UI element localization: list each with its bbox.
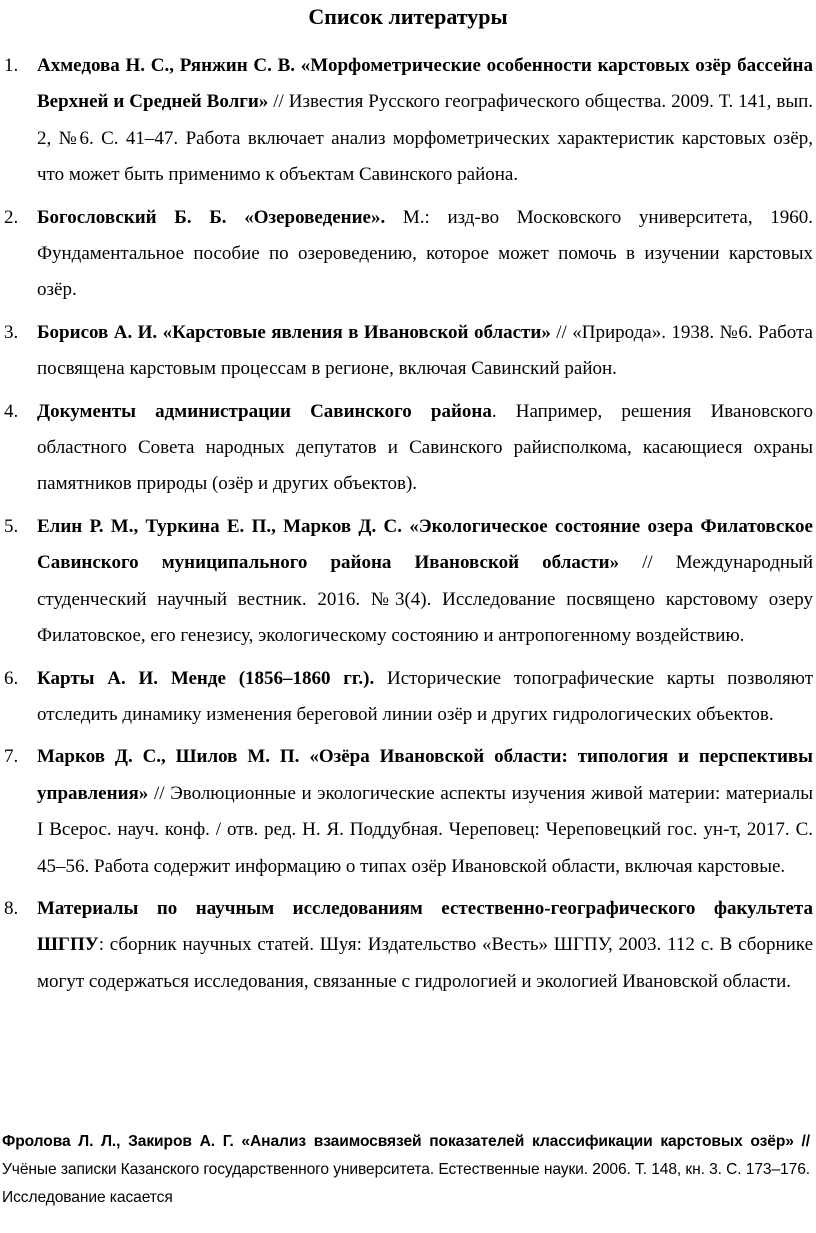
reference-description: // Эволюционные и экологические аспекты изучения живой материи: материалы I Всерос. науч. конф. / отв. ред. Н. Я. Поддубная. Череповец: Череповецкий гос. ун-т, 2017. С. 45–56. Работа содержит информацию о типах озёр Ивановской области, включая карстовые.	[37, 782, 813, 877]
reference-number: 4.	[4, 400, 19, 422]
reference-number: 1.	[4, 55, 19, 76]
trailing-citation-bold: Фролова Л. Л., Закиров А. Г. «Анализ взаимосвязей показателей классификации карстовых озёр» //	[2, 1133, 810, 1150]
reference-citation-bold: Богословский Б. Б. «Озероведение».	[37, 206, 386, 228]
reference-item-2	[4, 200, 814, 309]
reference-citation-bold: Материалы по научным исследованиям естественно-географического факультета ШГПУ	[37, 897, 813, 956]
reference-number: 3.	[4, 321, 19, 343]
reference-item-8	[4, 891, 813, 1000]
reference-citation-bold: Марков Д. С., Шилов М. П. «Озёра Ивановской области: типология и перспективы управления»	[37, 746, 813, 804]
reference-item-4	[4, 394, 813, 503]
reference-description: : сборник научных статей. Шуя: Издательство «Весть» ШГПУ, 2003. 112 с. В сборнике могут содержаться исследования, связанные с гидрологией и экологией Ивановской области.	[37, 934, 813, 992]
reference-description: Исторические топографические карты позволяют отследить динамику изменения береговой линии озёр и других гидрологических объектов.	[37, 667, 813, 725]
reference-description: // Международный студенческий научный вестник. 2016. №3(4). Исследование посвящено карстовому озеру Филатовское, его генезису, экологическому состоянию и антропогенному воздействию.	[37, 552, 813, 647]
reference-item-7	[4, 739, 813, 885]
reference-citation-bold: Борисов А. И. «Карстовые явления в Ивановской области»	[37, 321, 551, 343]
reference-description: . Например, решения Ивановского областного Совета народных депутатов и Савинского райисполкома, касающиеся охраны памятников природы (озёр и других объектов).	[37, 400, 813, 495]
reference-item-6	[4, 661, 813, 734]
reference-citation-bold: Документы администрации Савинского района	[37, 400, 492, 422]
trailing-description: Учёные записки Казанского государственного университета. Естественные науки. 2006. Т. 148, кн. 3. С. 173–176. Исследование касается	[2, 1161, 810, 1206]
reference-citation-bold: Карты А. И. Менде (1856–1860 гг.).	[37, 667, 375, 689]
reference-description: // Известия Русского географического общества. 2009. Т. 141, вып. 2, №6. С. 41–47. Работа включает анализ морфометрических характеристик карстовых озёр, что может быть применимо к объектам Савинского района.	[37, 91, 814, 186]
reference-number: 7.	[4, 746, 19, 768]
reference-citation-bold: Ахмедова Н. С., Рянжин С. В. «Морфометрические особенности карстовых озёр бассейна Верхней и Средней Волги»	[37, 55, 813, 113]
reference-item-3	[4, 315, 813, 388]
reference-number: 6.	[4, 667, 19, 689]
reference-citation-bold: Елин Р. М., Туркина Е. П., Марков Д. С. «Экологическое состояние озера Филатовское Савинского муниципального района Ивановской области»	[37, 515, 813, 574]
trailing-reference-fragment	[2, 1128, 810, 1212]
reference-number: 8.	[4, 897, 19, 919]
reference-item-5	[4, 509, 813, 655]
reference-description: // «Природа». 1938. №6. Работа посвящена карстовым процессам в регионе, включая Савинский район.	[37, 321, 813, 380]
reference-item-1	[4, 48, 814, 194]
page-title: Список литературы	[308, 4, 508, 29]
reference-number: 5.	[4, 515, 19, 537]
reference-description: М.: изд-во Московского университета, 1960. Фундаментальное пособие по озероведению, которое может помочь в изучении карстовых озёр.	[37, 206, 814, 301]
reference-list	[0, 48, 816, 1006]
reference-number: 2.	[4, 206, 19, 228]
